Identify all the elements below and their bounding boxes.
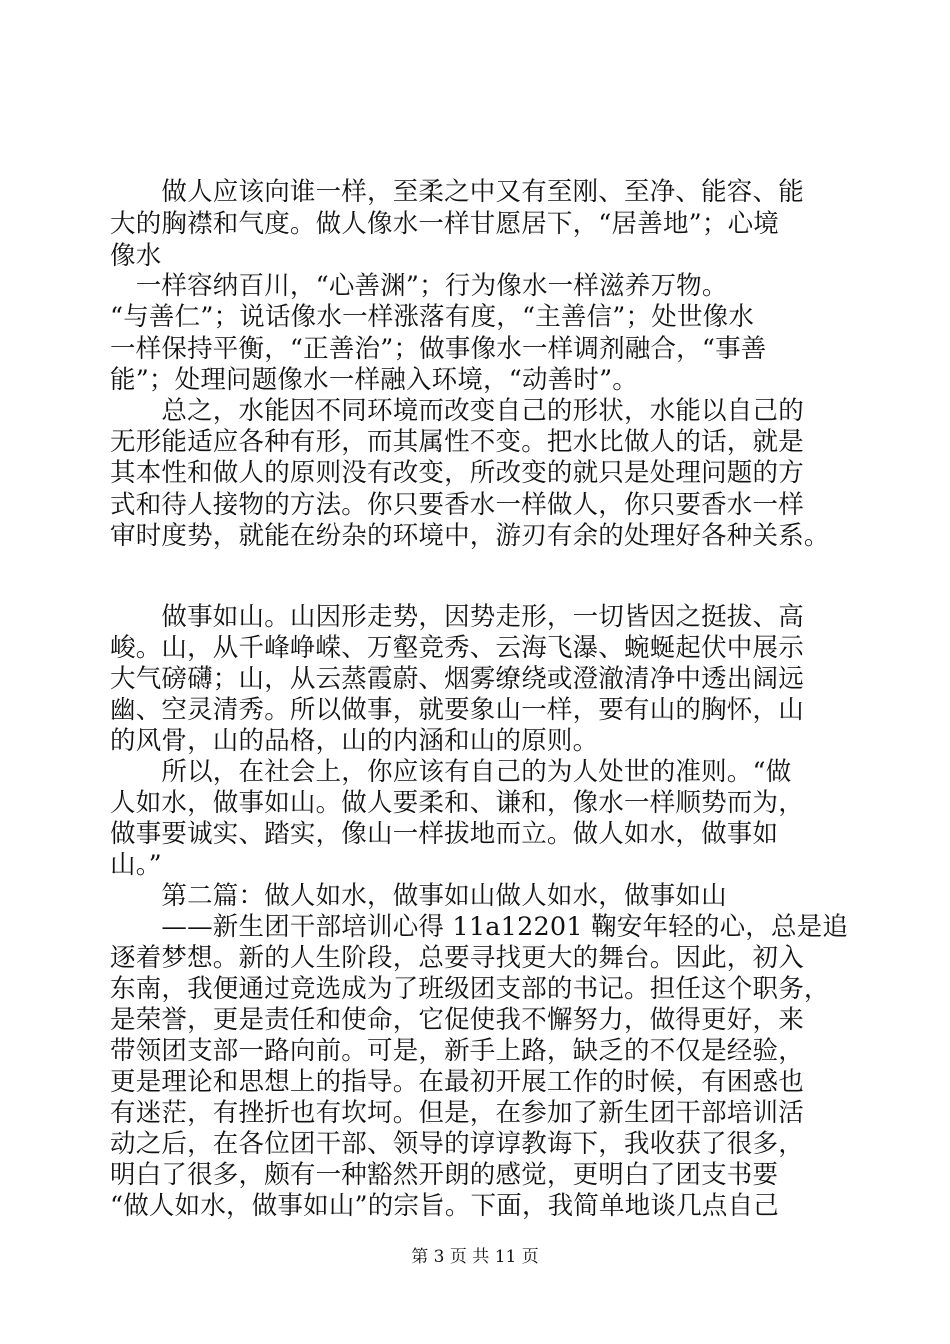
paragraph-line: 带领团支部一路向前。可是，新手上路，缺乏的不仅是经验，	[110, 1036, 804, 1066]
paragraph-line: 逐着梦想。新的人生阶段，总要寻找更大的舞台。因此，初入	[110, 943, 804, 973]
paragraph-line: 所以，在社会上，你应该有自己的为人处世的准则。“做	[110, 757, 792, 787]
paragraph-line: 做事如山。山因形走势，因势走形，一切皆因之挺拔、高	[110, 602, 804, 632]
paragraph-line: 做事要诚实、踏实，像山一样拔地而立。做人如水，做事如	[110, 819, 779, 849]
paragraph-line: 动之后，在各位团干部、领导的谆谆教诲下，我收获了很多，	[110, 1129, 804, 1159]
paragraph-line: 能”；处理问题像水一样融入环境，“动善时”。	[110, 365, 639, 395]
paragraph-line: “做人如水，做事如山”的宗旨。下面，我简单地谈几点自己	[110, 1191, 779, 1221]
paragraph-line: 是荣誉，更是责任和使命，它促使我不懈努力，做得更好，来	[110, 1005, 804, 1035]
paragraph-line: 的风骨，山的品格，山的内涵和山的原则。	[110, 726, 599, 756]
paragraph-line: “与善仁”；说话像水一样涨落有度，“主善信”；处世像水	[110, 302, 755, 332]
paragraph-line: 无形能适应各种有形，而其属性不变。把水比做人的话，就是	[110, 427, 804, 457]
paragraph-line: 一样容纳百川，“心善渊”；行为像水一样滋养万物。	[110, 271, 728, 301]
paragraph-line: 做人应该向谁一样，至柔之中又有至刚、至净、能容、能	[110, 177, 804, 207]
paragraph-line: 大气磅礴；山，从云蒸霞蔚、烟雾缭绕或澄澈清净中透出阔远	[110, 664, 804, 694]
paragraph-line: 式和待人接物的方法。你只要香水一样做人，你只要香水一样	[110, 490, 804, 520]
paragraph-line: 峻。山，从千峰峥嵘、万壑竞秀、云海飞瀑、蜿蜒起伏中展示	[110, 633, 804, 663]
paragraph-line: 有迷茫，有挫折也有坎坷。但是，在参加了新生团干部培训活	[110, 1098, 804, 1128]
paragraph-line: ——新生团干部培训心得 11a12201 鞠安年轻的心，总是追	[110, 912, 849, 942]
paragraph-line: 幽、空灵清秀。所以做事，就要象山一样，要有山的胸怀，山	[110, 695, 804, 725]
paragraph-line: 审时度势，就能在纷杂的环境中，游刃有余的处理好各种关系。	[110, 521, 830, 551]
paragraph-line: 山。”	[110, 850, 162, 880]
paragraph-line: 一样保持平衡，“正善治”；做事像水一样调剂融合，“事善	[110, 334, 767, 364]
paragraph-line: 总之，水能因不同环境而改变自己的形状，水能以自己的	[110, 396, 804, 426]
paragraph-line: 大的胸襟和气度。做人像水一样甘愿居下，“居善地”；心境	[110, 209, 779, 239]
paragraph-line: 明白了很多，颇有一种豁然开朗的感觉，更明白了团支书要	[110, 1160, 779, 1190]
paragraph-line: 其本性和做人的原则没有改变，所改变的就只是处理问题的方	[110, 458, 804, 488]
paragraph-line: 像水	[110, 241, 162, 271]
page-number-footer: 第 3 页 共 11 页	[411, 1247, 539, 1267]
paragraph-line: 东南，我便通过竞选成为了班级团支部的书记。担任这个职务，	[110, 974, 830, 1004]
section-heading: 第二篇：做人如水，做事如山做人如水，做事如山	[110, 881, 727, 911]
paragraph-line: 人如水，做事如山。做人要柔和、谦和，像水一样顺势而为，	[110, 788, 804, 818]
paragraph-line: 更是理论和思想上的指导。在最初开展工作的时候，有困惑也	[110, 1067, 804, 1097]
